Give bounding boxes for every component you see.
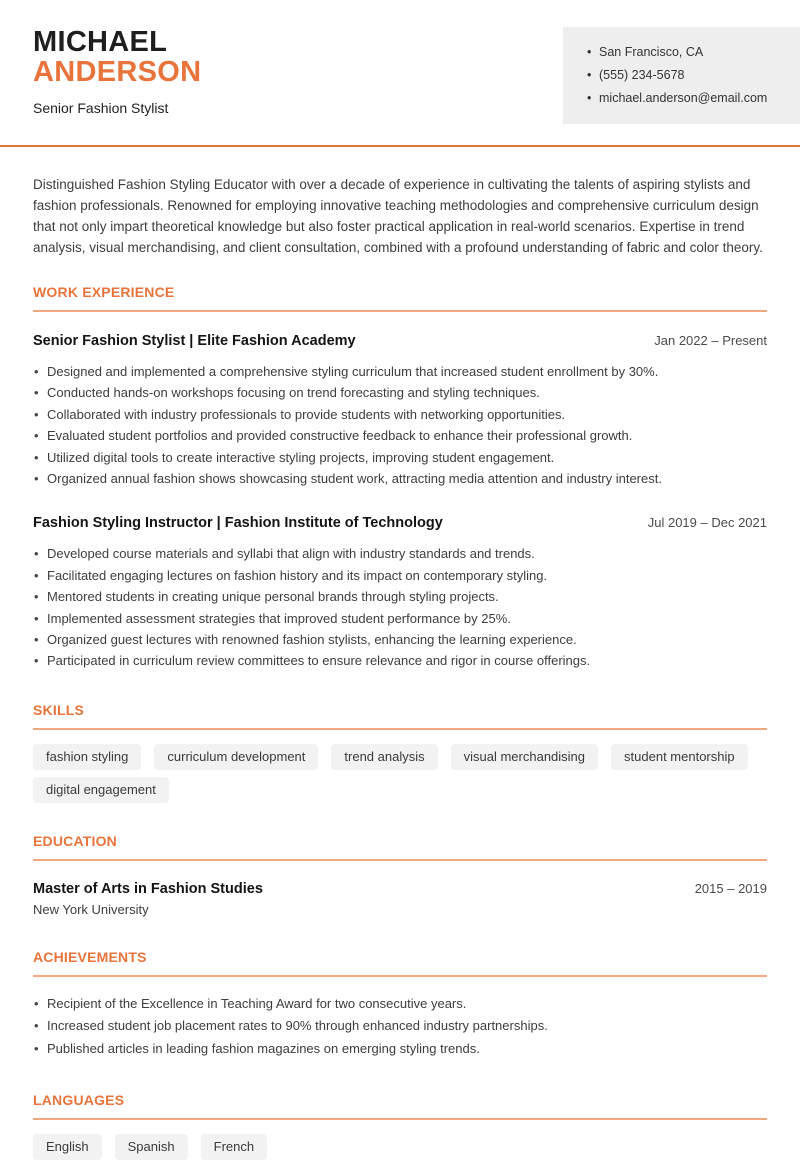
bullet-icon: • [34, 1018, 39, 1034]
job-bullet: • Collaborated with industry professionals to provide students with networking opportunities. [33, 404, 767, 425]
achievement-item: • Published articles in leading fashion magazines on emerging styling trends. [33, 1038, 767, 1060]
job-header [33, 333, 767, 349]
job-header [33, 515, 767, 531]
person-name [33, 27, 201, 87]
language-tag: English [33, 1134, 102, 1160]
section-work-experience [33, 284, 767, 672]
bullet-icon: • [587, 68, 592, 82]
education-details [33, 881, 263, 917]
bullet-icon: • [34, 653, 39, 669]
job-bullet-list [33, 543, 767, 671]
bullet-icon: • [34, 632, 39, 648]
bullet-icon: • [587, 45, 592, 59]
achievement-item: • Recipient of the Excellence in Teaching Award for two consecutive years. [33, 993, 767, 1015]
contact-list [587, 41, 786, 110]
job-headline: Senior Fashion Stylist [33, 100, 169, 116]
job-bullet: • Developed course materials and syllabi that align with industry standards and trends. [33, 543, 767, 564]
job-bullet: • Organized annual fashion shows showcasing student work, attracting media attention and industry interest. [33, 468, 767, 489]
bullet-icon: • [587, 91, 592, 105]
bullet-icon: • [34, 471, 39, 487]
job-bullet-list [33, 361, 767, 489]
section-achievements [33, 949, 767, 1060]
education-entry [33, 881, 767, 917]
work-experience-heading: WORK EXPERIENCE [33, 284, 767, 312]
last-name: ANDERSON [33, 56, 202, 88]
achievements-heading: ACHIEVEMENTS [33, 949, 767, 977]
section-education [33, 833, 767, 917]
bullet-icon: • [34, 449, 39, 465]
resume-header [0, 0, 800, 124]
language-tag-list [33, 1134, 767, 1160]
job-dates: Jul 2019 – Dec 2021 [647, 515, 767, 531]
education-school: New York University [33, 901, 149, 917]
achievement-item: • Increased student job placement rates to 90% through enhanced industry partnerships. [33, 1015, 767, 1037]
job-bullet: • Facilitated engaging lectures on fashion history and its impact on contemporary styling. [33, 565, 767, 586]
skill-tag: fashion styling [33, 744, 141, 770]
job-bullet: • Organized guest lectures with renowned fashion stylists, enhancing the learning experience. [33, 629, 767, 650]
skill-tag: digital engagement [33, 777, 169, 803]
first-name: MICHAEL [33, 26, 168, 58]
contact-box [563, 27, 800, 124]
education-heading: EDUCATION [33, 833, 767, 861]
bullet-icon: • [34, 589, 39, 605]
bullet-icon: • [34, 567, 39, 583]
job-bullet: • Implemented assessment strategies that improved student performance by 25%. [33, 608, 767, 629]
contact-phone: • (555) 234-5678 [587, 64, 786, 87]
job-bullet: • Utilized digital tools to create interactive styling projects, improving student engagement. [33, 447, 767, 468]
section-languages [33, 1092, 767, 1160]
skills-heading: SKILLS [33, 702, 767, 730]
resume-body [0, 174, 800, 1160]
bullet-icon: • [34, 1040, 39, 1056]
header-divider [0, 145, 800, 147]
bullet-icon: • [34, 610, 39, 626]
contact-email: • michael.anderson@email.com [587, 87, 786, 110]
job-entry [33, 515, 767, 671]
job-title: Senior Fashion Stylist | Elite Fashion Academy [33, 333, 356, 349]
bullet-icon: • [34, 428, 39, 444]
language-tag: French [201, 1134, 267, 1160]
education-degree: Master of Arts in Fashion Studies [33, 880, 263, 897]
language-tag: Spanish [115, 1134, 188, 1160]
job-dates: Jan 2022 – Present [654, 333, 767, 348]
bullet-icon: • [34, 385, 39, 401]
skill-tag-list [33, 744, 767, 803]
bullet-icon: • [34, 546, 39, 562]
skill-tag: curriculum development [154, 744, 318, 770]
job-entry [33, 333, 767, 489]
skill-tag: student mentorship [611, 744, 748, 770]
skill-tag: visual merchandising [451, 744, 598, 770]
job-bullet: • Conducted hands-on workshops focusing on trend forecasting and styling techniques. [33, 382, 767, 403]
languages-heading: LANGUAGES [33, 1092, 767, 1120]
contact-location: • San Francisco, CA [587, 41, 786, 64]
name-block [33, 27, 201, 116]
summary-paragraph: Distinguished Fashion Styling Educator with over a decade of experience in cultivating the talents of aspiring stylists and fashion professionals. Renowned for employing innovative teaching methodologies and comprehensive curriculum design that not only impart theoretical knowledge but also foster practical application in real-world scenarios. Expertise in trend analysis, visual merchandising, and client consultation, combined with a profound understanding of fabric and color theory. [33, 177, 763, 255]
job-title: Fashion Styling Instructor | Fashion Institute of Technology [33, 515, 443, 532]
skill-tag: trend analysis [331, 744, 437, 770]
section-skills [33, 702, 767, 803]
bullet-icon: • [34, 406, 39, 422]
achievement-list [33, 993, 767, 1060]
bullet-icon: • [34, 364, 39, 379]
job-bullet: • Evaluated student portfolios and provided constructive feedback to enhance their professional growth. [33, 425, 767, 446]
education-dates: 2015 – 2019 [694, 880, 767, 896]
bullet-icon: • [34, 995, 39, 1011]
job-bullet: • Participated in curriculum review committees to ensure relevance and rigor in course offerings. [33, 650, 767, 671]
job-bullet: • Mentored students in creating unique personal brands through styling projects. [33, 586, 767, 607]
job-bullet: • Designed and implemented a comprehensive styling curriculum that increased student enrollment by 30%. [33, 361, 767, 382]
